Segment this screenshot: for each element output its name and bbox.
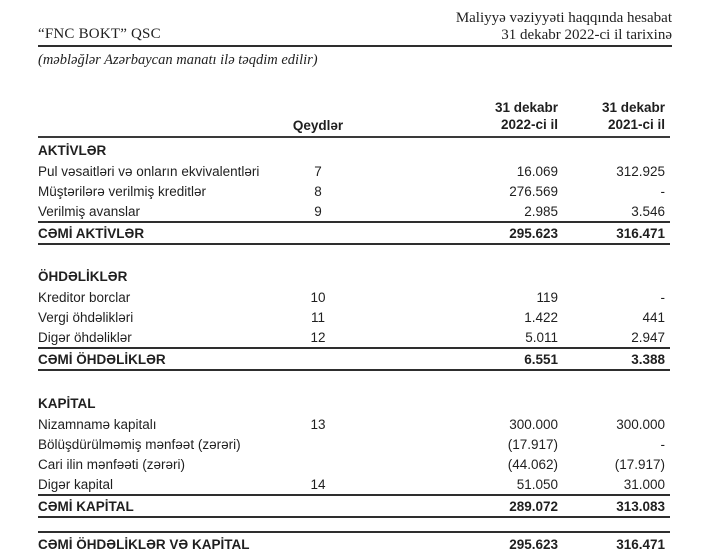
- row-value-2022: 51.050: [516, 476, 558, 492]
- table-row: [38, 454, 670, 474]
- section-heading-assets: [38, 138, 670, 161]
- column-header-2022: [351, 99, 558, 133]
- row-value-2021: 441: [642, 309, 665, 325]
- table-row: [38, 287, 670, 307]
- report-title-line1: Maliyyə vəziyyəti haqqında hesabat: [455, 10, 672, 26]
- row-label: Cari ilin mənfəəti (zərəri): [38, 456, 186, 472]
- section-total-row-liabilities: [38, 347, 670, 371]
- section-heading-label: KAPİTAL: [38, 396, 96, 411]
- table-row: [38, 434, 670, 454]
- balance-sheet-table: [38, 99, 670, 552]
- row-value-2021: 312.925: [616, 163, 665, 179]
- column-header-2021: [558, 99, 665, 133]
- total-value-2022: 295.623: [509, 225, 558, 241]
- total-label: CƏMİ AKTİVLƏR: [38, 225, 145, 241]
- row-value-2021: (17.917): [614, 456, 665, 472]
- row-label: Verilmiş avanslar: [38, 203, 141, 219]
- row-label: Müştərilərə verilmiş kreditlər: [38, 183, 207, 199]
- row-value-2022: (44.062): [507, 456, 558, 472]
- row-label: Digər öhdəliklər: [38, 329, 132, 345]
- table-row: [38, 307, 670, 327]
- column-header-2022-line1: 31 dekabr: [494, 100, 558, 115]
- table-row: [38, 181, 670, 201]
- row-value-2021: 3.546: [631, 203, 665, 219]
- row-value-2021: 300.000: [616, 416, 665, 432]
- row-value-2022: 276.569: [509, 183, 558, 199]
- row-note: 14: [310, 476, 326, 492]
- grand-total-value-2021: 316.471: [616, 536, 665, 552]
- report-title: [456, 10, 672, 44]
- total-value-2022: 6.551: [524, 351, 558, 367]
- row-value-2022: 2.985: [524, 203, 558, 219]
- row-note: 10: [310, 289, 326, 305]
- row-value-2022: 1.422: [524, 309, 558, 325]
- row-note: 9: [314, 203, 322, 219]
- section-total-row-assets: [38, 221, 670, 245]
- row-value-2022: 16.069: [516, 163, 558, 179]
- row-note: 13: [310, 416, 326, 432]
- row-value-2021: -: [660, 436, 665, 452]
- table-header-row: [38, 99, 670, 138]
- section-gap: [38, 371, 670, 391]
- column-header-notes: Qeydlər: [292, 118, 344, 133]
- row-value-2022: 5.011: [525, 329, 558, 345]
- row-label: Vergi öhdəlikləri: [38, 309, 134, 325]
- section-heading-liabilities: [38, 264, 670, 287]
- row-value-2022: 119: [536, 289, 558, 305]
- row-value-2022: (17.917): [507, 436, 558, 452]
- row-value-2021: 31.000: [623, 476, 665, 492]
- row-value-2021: 2.947: [631, 329, 665, 345]
- total-value-2021: 313.083: [616, 498, 665, 514]
- section-total-row-equity: [38, 494, 670, 518]
- total-value-2021: 316.471: [616, 225, 665, 241]
- total-label: CƏMİ ÖHDƏLİKLƏR: [38, 351, 166, 367]
- total-label: CƏMİ KAPİTAL: [38, 498, 134, 514]
- row-label: Kreditor borclar: [38, 289, 131, 305]
- table-row: [38, 327, 670, 347]
- section-heading-equity: [38, 391, 670, 414]
- row-note: 12: [310, 329, 326, 345]
- row-note: 7: [314, 163, 322, 179]
- row-note: 11: [310, 309, 325, 325]
- table-row: [38, 161, 670, 181]
- company-name: “FNC BOKT” QSC: [38, 26, 161, 42]
- total-value-2021: 3.388: [631, 351, 665, 367]
- currency-note: (məbləğlər Azərbaycan manatı ilə təqdim edilir): [38, 52, 318, 68]
- table-row: [38, 201, 670, 221]
- column-header-2021-line1: 31 dekabr: [601, 100, 665, 115]
- total-value-2022: 289.072: [509, 498, 558, 514]
- section-gap: [38, 245, 670, 264]
- row-label: Digər kapital: [38, 476, 114, 492]
- row-value-2022: 300.000: [509, 416, 558, 432]
- section-heading-label: AKTİVLƏR: [38, 143, 107, 158]
- row-label: Bölüşdürülməmiş mənfəət (zərəri): [38, 436, 241, 452]
- column-header-2021-line2: 2021-ci il: [607, 117, 665, 132]
- row-note: 8: [314, 183, 322, 199]
- table-row: [38, 474, 670, 494]
- grand-total-label: CƏMİ ÖHDƏLİKLƏR VƏ KAPİTAL: [38, 536, 250, 552]
- document-header: [38, 10, 672, 47]
- grand-total-row: [38, 531, 670, 552]
- report-title-line2: 31 dekabr 2022-ci il tarixinə: [501, 27, 672, 43]
- section-heading-label: ÖHDƏLİKLƏR: [38, 269, 128, 284]
- row-label: Pul vəsaitləri və onların ekvivalentləri: [38, 163, 260, 179]
- row-value-2021: -: [660, 289, 665, 305]
- row-value-2021: -: [660, 183, 665, 199]
- grand-total-value-2022: 295.623: [509, 536, 558, 552]
- column-header-2022-line2: 2022-ci il: [500, 117, 558, 132]
- table-row: [38, 414, 670, 434]
- row-label: Nizamnamə kapitalı: [38, 416, 157, 432]
